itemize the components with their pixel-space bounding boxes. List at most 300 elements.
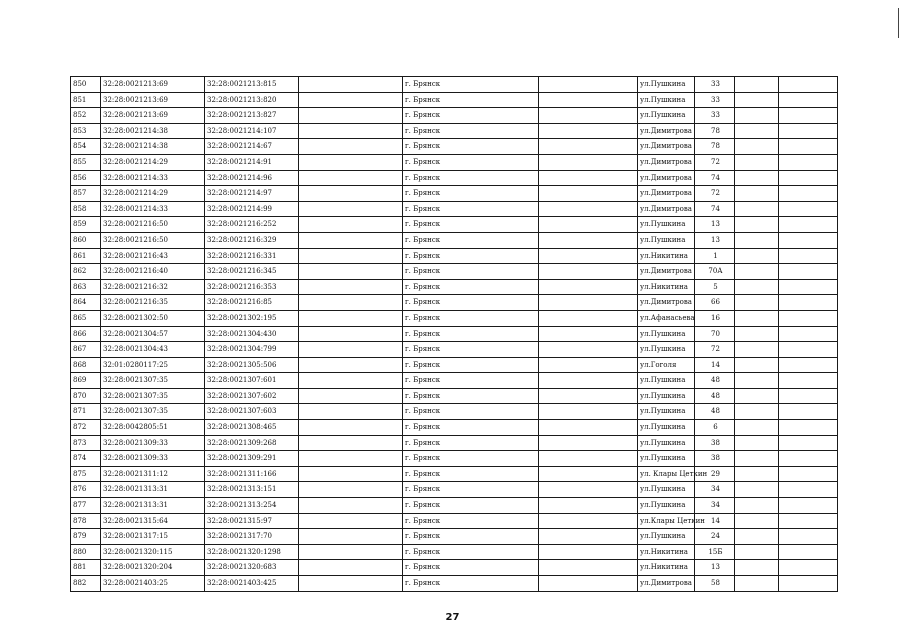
table-row xyxy=(71,154,838,170)
street-cell: ул.Пушкина xyxy=(638,404,695,420)
empty-cell xyxy=(539,388,638,404)
empty-cell xyxy=(539,279,638,295)
empty-cell xyxy=(779,170,838,186)
house-number-cell: 66 xyxy=(695,295,735,311)
street-cell: ул.Пушкина xyxy=(638,498,695,514)
object-cadastral-number-cell: 32:28:0021214:107 xyxy=(205,123,299,139)
empty-cell xyxy=(735,342,779,358)
house-number-cell: 33 xyxy=(695,77,735,93)
house-number-cell: 34 xyxy=(695,482,735,498)
street-cell: ул.Димитрова xyxy=(638,186,695,202)
property-register-table xyxy=(70,76,838,592)
empty-cell xyxy=(539,529,638,545)
street-cell: ул.Пушкина xyxy=(638,108,695,124)
city-cell: г. Брянск xyxy=(403,529,539,545)
empty-cell xyxy=(539,170,638,186)
empty-cell xyxy=(735,388,779,404)
row-number-cell: 870 xyxy=(71,388,101,404)
row-number-cell: 858 xyxy=(71,201,101,217)
empty-cell xyxy=(299,326,403,342)
table-row xyxy=(71,482,838,498)
street-cell: ул.Пушкина xyxy=(638,232,695,248)
city-cell: г. Брянск xyxy=(403,295,539,311)
city-cell: г. Брянск xyxy=(403,248,539,264)
empty-cell xyxy=(299,357,403,373)
object-cadastral-number-cell: 32:28:0021313:254 xyxy=(205,498,299,514)
parcel-cadastral-number-cell: 32:28:0021214:29 xyxy=(101,186,205,202)
empty-cell xyxy=(299,92,403,108)
object-cadastral-number-cell: 32:28:0021304:799 xyxy=(205,342,299,358)
city-cell: г. Брянск xyxy=(403,201,539,217)
empty-cell xyxy=(735,498,779,514)
empty-cell xyxy=(735,139,779,155)
parcel-cadastral-number-cell: 32:28:0021307:35 xyxy=(101,373,205,389)
house-number-cell: 72 xyxy=(695,186,735,202)
street-cell: ул.Никитина xyxy=(638,248,695,264)
empty-cell xyxy=(779,342,838,358)
table-row xyxy=(71,498,838,514)
object-cadastral-number-cell: 32:28:0021307:602 xyxy=(205,388,299,404)
table-row xyxy=(71,435,838,451)
object-cadastral-number-cell: 32:28:0021307:601 xyxy=(205,373,299,389)
empty-cell xyxy=(299,576,403,592)
house-number-cell: 48 xyxy=(695,404,735,420)
empty-cell xyxy=(779,264,838,280)
table-row xyxy=(71,201,838,217)
house-number-cell: 70А xyxy=(695,264,735,280)
row-number-cell: 861 xyxy=(71,248,101,264)
empty-cell xyxy=(539,108,638,124)
city-cell: г. Брянск xyxy=(403,310,539,326)
object-cadastral-number-cell: 32:28:0021308:465 xyxy=(205,420,299,436)
empty-cell xyxy=(539,139,638,155)
row-number-cell: 878 xyxy=(71,513,101,529)
empty-cell xyxy=(735,326,779,342)
city-cell: г. Брянск xyxy=(403,92,539,108)
empty-cell xyxy=(299,248,403,264)
empty-cell xyxy=(779,92,838,108)
parcel-cadastral-number-cell: 32:28:0021309:33 xyxy=(101,451,205,467)
city-cell: г. Брянск xyxy=(403,466,539,482)
empty-cell xyxy=(299,310,403,326)
empty-cell xyxy=(779,435,838,451)
empty-cell xyxy=(299,77,403,93)
empty-cell xyxy=(539,451,638,467)
parcel-cadastral-number-cell: 32:28:0021304:43 xyxy=(101,342,205,358)
table-row xyxy=(71,388,838,404)
row-number-cell: 853 xyxy=(71,123,101,139)
parcel-cadastral-number-cell: 32:28:0021216:40 xyxy=(101,264,205,280)
empty-cell xyxy=(299,482,403,498)
house-number-cell: 78 xyxy=(695,139,735,155)
row-number-cell: 873 xyxy=(71,435,101,451)
city-cell: г. Брянск xyxy=(403,435,539,451)
house-number-cell: 14 xyxy=(695,357,735,373)
parcel-cadastral-number-cell: 32:28:0021214:38 xyxy=(101,139,205,155)
empty-cell xyxy=(299,201,403,217)
house-number-cell: 33 xyxy=(695,92,735,108)
object-cadastral-number-cell: 32:28:0021302:195 xyxy=(205,310,299,326)
table-row xyxy=(71,232,838,248)
table-row xyxy=(71,248,838,264)
empty-cell xyxy=(779,576,838,592)
empty-cell xyxy=(735,544,779,560)
row-number-cell: 881 xyxy=(71,560,101,576)
street-cell: ул.Димитрова xyxy=(638,295,695,311)
empty-cell xyxy=(735,264,779,280)
empty-cell xyxy=(735,217,779,233)
empty-cell xyxy=(735,466,779,482)
empty-cell xyxy=(779,420,838,436)
object-cadastral-number-cell: 32:28:0021216:345 xyxy=(205,264,299,280)
parcel-cadastral-number-cell: 32:28:0021213:69 xyxy=(101,92,205,108)
empty-cell xyxy=(735,435,779,451)
empty-cell xyxy=(539,544,638,560)
street-cell: ул.Пушкина xyxy=(638,217,695,233)
empty-cell xyxy=(299,498,403,514)
empty-cell xyxy=(779,295,838,311)
parcel-cadastral-number-cell: 32:28:0021216:50 xyxy=(101,232,205,248)
empty-cell xyxy=(735,357,779,373)
city-cell: г. Брянск xyxy=(403,513,539,529)
parcel-cadastral-number-cell: 32:28:0021214:33 xyxy=(101,170,205,186)
table-row xyxy=(71,466,838,482)
empty-cell xyxy=(539,154,638,170)
empty-cell xyxy=(735,154,779,170)
city-cell: г. Брянск xyxy=(403,326,539,342)
empty-cell xyxy=(539,420,638,436)
city-cell: г. Брянск xyxy=(403,186,539,202)
empty-cell xyxy=(735,310,779,326)
object-cadastral-number-cell: 32:28:0021315:97 xyxy=(205,513,299,529)
empty-cell xyxy=(539,576,638,592)
parcel-cadastral-number-cell: 32:28:0021216:43 xyxy=(101,248,205,264)
empty-cell xyxy=(299,373,403,389)
empty-cell xyxy=(779,404,838,420)
street-cell: ул.Пушкина xyxy=(638,482,695,498)
table-row xyxy=(71,451,838,467)
street-cell: ул.Пушкина xyxy=(638,451,695,467)
row-number-cell: 859 xyxy=(71,217,101,233)
object-cadastral-number-cell: 32:28:0021216:353 xyxy=(205,279,299,295)
page-number: 27 xyxy=(445,612,460,623)
parcel-cadastral-number-cell: 32:28:0021216:35 xyxy=(101,295,205,311)
empty-cell xyxy=(779,326,838,342)
empty-cell xyxy=(299,466,403,482)
empty-cell xyxy=(539,186,638,202)
empty-cell xyxy=(779,108,838,124)
object-cadastral-number-cell: 32:28:0021216:331 xyxy=(205,248,299,264)
object-cadastral-number-cell: 32:28:0021214:97 xyxy=(205,186,299,202)
street-cell: ул.Никитина xyxy=(638,560,695,576)
object-cadastral-number-cell: 32:28:0021213:820 xyxy=(205,92,299,108)
city-cell: г. Брянск xyxy=(403,498,539,514)
table-row xyxy=(71,576,838,592)
table-row xyxy=(71,92,838,108)
city-cell: г. Брянск xyxy=(403,482,539,498)
house-number-cell: 48 xyxy=(695,373,735,389)
empty-cell xyxy=(779,529,838,545)
object-cadastral-number-cell: 32:28:0021214:91 xyxy=(205,154,299,170)
object-cadastral-number-cell: 32:28:0021307:603 xyxy=(205,404,299,420)
empty-cell xyxy=(779,248,838,264)
empty-cell xyxy=(539,232,638,248)
row-number-cell: 854 xyxy=(71,139,101,155)
table-row xyxy=(71,77,838,93)
empty-cell xyxy=(735,451,779,467)
empty-cell xyxy=(299,435,403,451)
empty-cell xyxy=(299,232,403,248)
city-cell: г. Брянск xyxy=(403,544,539,560)
house-number-cell: 38 xyxy=(695,435,735,451)
object-cadastral-number-cell: 32:28:0021311:166 xyxy=(205,466,299,482)
city-cell: г. Брянск xyxy=(403,388,539,404)
empty-cell xyxy=(299,513,403,529)
empty-cell xyxy=(735,373,779,389)
city-cell: г. Брянск xyxy=(403,560,539,576)
city-cell: г. Брянск xyxy=(403,108,539,124)
empty-cell xyxy=(299,544,403,560)
object-cadastral-number-cell: 32:28:0021214:99 xyxy=(205,201,299,217)
street-cell: ул.Пушкина xyxy=(638,92,695,108)
street-cell: ул.Пушкина xyxy=(638,326,695,342)
row-number-cell: 876 xyxy=(71,482,101,498)
object-cadastral-number-cell: 32:28:0021214:67 xyxy=(205,139,299,155)
empty-cell xyxy=(299,529,403,545)
empty-cell xyxy=(735,295,779,311)
parcel-cadastral-number-cell: 32:28:0021214:29 xyxy=(101,154,205,170)
empty-cell xyxy=(539,326,638,342)
empty-cell xyxy=(735,420,779,436)
street-cell: ул.Пушкина xyxy=(638,435,695,451)
row-number-cell: 851 xyxy=(71,92,101,108)
parcel-cadastral-number-cell: 32:28:0021320:115 xyxy=(101,544,205,560)
street-cell: ул.Димитрова xyxy=(638,170,695,186)
empty-cell xyxy=(779,560,838,576)
house-number-cell: 13 xyxy=(695,560,735,576)
object-cadastral-number-cell: 32:28:0021317:70 xyxy=(205,529,299,545)
empty-cell xyxy=(779,201,838,217)
empty-cell xyxy=(299,279,403,295)
row-number-cell: 880 xyxy=(71,544,101,560)
street-cell: ул.Пушкина xyxy=(638,388,695,404)
parcel-cadastral-number-cell: 32:28:0021313:31 xyxy=(101,498,205,514)
empty-cell xyxy=(779,232,838,248)
empty-cell xyxy=(735,232,779,248)
empty-cell xyxy=(299,264,403,280)
empty-cell xyxy=(779,451,838,467)
city-cell: г. Брянск xyxy=(403,232,539,248)
street-cell: ул.Димитрова xyxy=(638,264,695,280)
empty-cell xyxy=(539,357,638,373)
parcel-cadastral-number-cell: 32:28:0021302:50 xyxy=(101,310,205,326)
city-cell: г. Брянск xyxy=(403,217,539,233)
empty-cell xyxy=(779,139,838,155)
empty-cell xyxy=(539,373,638,389)
parcel-cadastral-number-cell: 32:28:0021216:32 xyxy=(101,279,205,295)
street-cell: ул.Никитина xyxy=(638,544,695,560)
row-number-cell: 866 xyxy=(71,326,101,342)
city-cell: г. Брянск xyxy=(403,139,539,155)
table-row xyxy=(71,217,838,233)
house-number-cell: 48 xyxy=(695,388,735,404)
empty-cell xyxy=(779,217,838,233)
city-cell: г. Брянск xyxy=(403,264,539,280)
object-cadastral-number-cell: 32:28:0021320:683 xyxy=(205,560,299,576)
empty-cell xyxy=(735,108,779,124)
city-cell: г. Брянск xyxy=(403,357,539,373)
scan-specks xyxy=(110,18,630,24)
row-number-cell: 875 xyxy=(71,466,101,482)
house-number-cell: 34 xyxy=(695,498,735,514)
empty-cell xyxy=(539,295,638,311)
empty-cell xyxy=(539,264,638,280)
empty-cell xyxy=(735,248,779,264)
empty-cell xyxy=(779,310,838,326)
empty-cell xyxy=(735,513,779,529)
parcel-cadastral-number-cell: 32:28:0021403:25 xyxy=(101,576,205,592)
empty-cell xyxy=(735,279,779,295)
parcel-cadastral-number-cell: 32:28:0021216:50 xyxy=(101,217,205,233)
parcel-cadastral-number-cell: 32:28:0021317:15 xyxy=(101,529,205,545)
empty-cell xyxy=(539,435,638,451)
house-number-cell: 1 xyxy=(695,248,735,264)
empty-cell xyxy=(779,154,838,170)
row-number-cell: 855 xyxy=(71,154,101,170)
empty-cell xyxy=(299,217,403,233)
empty-cell xyxy=(299,139,403,155)
empty-cell xyxy=(299,451,403,467)
city-cell: г. Брянск xyxy=(403,404,539,420)
table-row xyxy=(71,186,838,202)
empty-cell xyxy=(735,201,779,217)
empty-cell xyxy=(539,498,638,514)
house-number-cell: 58 xyxy=(695,576,735,592)
house-number-cell: 72 xyxy=(695,342,735,358)
street-cell: ул. Клары Цеткин xyxy=(638,466,695,482)
house-number-cell: 78 xyxy=(695,123,735,139)
row-number-cell: 852 xyxy=(71,108,101,124)
empty-cell xyxy=(779,466,838,482)
row-number-cell: 879 xyxy=(71,529,101,545)
empty-cell xyxy=(735,560,779,576)
table-row xyxy=(71,264,838,280)
empty-cell xyxy=(735,77,779,93)
table-row xyxy=(71,123,838,139)
empty-cell xyxy=(299,295,403,311)
row-number-cell: 877 xyxy=(71,498,101,514)
empty-cell xyxy=(779,388,838,404)
street-cell: ул.Гоголя xyxy=(638,357,695,373)
table-row xyxy=(71,529,838,545)
table-row xyxy=(71,404,838,420)
object-cadastral-number-cell: 32:28:0021304:430 xyxy=(205,326,299,342)
empty-cell xyxy=(779,123,838,139)
empty-cell xyxy=(735,123,779,139)
row-number-cell: 869 xyxy=(71,373,101,389)
row-number-cell: 863 xyxy=(71,279,101,295)
empty-cell xyxy=(299,108,403,124)
empty-cell xyxy=(539,466,638,482)
object-cadastral-number-cell: 32:28:0021214:96 xyxy=(205,170,299,186)
row-number-cell: 865 xyxy=(71,310,101,326)
house-number-cell: 13 xyxy=(695,232,735,248)
empty-cell xyxy=(299,154,403,170)
table-row xyxy=(71,310,838,326)
parcel-cadastral-number-cell: 32:28:0021214:38 xyxy=(101,123,205,139)
city-cell: г. Брянск xyxy=(403,420,539,436)
empty-cell xyxy=(539,482,638,498)
city-cell: г. Брянск xyxy=(403,576,539,592)
table-row xyxy=(71,295,838,311)
city-cell: г. Брянск xyxy=(403,170,539,186)
row-number-cell: 872 xyxy=(71,420,101,436)
table-row xyxy=(71,560,838,576)
empty-cell xyxy=(735,529,779,545)
house-number-cell: 72 xyxy=(695,154,735,170)
city-cell: г. Брянск xyxy=(403,123,539,139)
empty-cell xyxy=(779,373,838,389)
empty-cell xyxy=(779,498,838,514)
empty-cell xyxy=(779,544,838,560)
object-cadastral-number-cell: 32:28:0021309:291 xyxy=(205,451,299,467)
house-number-cell: 5 xyxy=(695,279,735,295)
house-number-cell: 6 xyxy=(695,420,735,436)
empty-cell xyxy=(539,513,638,529)
empty-cell xyxy=(539,201,638,217)
street-cell: ул.Димитрова xyxy=(638,576,695,592)
empty-cell xyxy=(735,576,779,592)
city-cell: г. Брянск xyxy=(403,154,539,170)
empty-cell xyxy=(299,342,403,358)
empty-cell xyxy=(735,186,779,202)
empty-cell xyxy=(779,482,838,498)
empty-cell xyxy=(299,388,403,404)
house-number-cell: 15Б xyxy=(695,544,735,560)
parcel-cadastral-number-cell: 32:28:0021304:57 xyxy=(101,326,205,342)
table-row xyxy=(71,170,838,186)
empty-cell xyxy=(539,217,638,233)
street-cell: ул.Димитрова xyxy=(638,201,695,217)
parcel-cadastral-number-cell: 32:28:0021311:12 xyxy=(101,466,205,482)
row-number-cell: 860 xyxy=(71,232,101,248)
table-row xyxy=(71,108,838,124)
house-number-cell: 29 xyxy=(695,466,735,482)
table-row xyxy=(71,357,838,373)
street-cell: ул.Димитрова xyxy=(638,139,695,155)
parcel-cadastral-number-cell: 32:28:0021214:33 xyxy=(101,201,205,217)
empty-cell xyxy=(539,342,638,358)
object-cadastral-number-cell: 32:28:0021309:268 xyxy=(205,435,299,451)
house-number-cell: 13 xyxy=(695,217,735,233)
empty-cell xyxy=(779,357,838,373)
street-cell: ул.Пушкина xyxy=(638,342,695,358)
empty-cell xyxy=(735,170,779,186)
parcel-cadastral-number-cell: 32:28:0021307:35 xyxy=(101,388,205,404)
street-cell: ул.Клары Цеткин xyxy=(638,513,695,529)
empty-cell xyxy=(299,186,403,202)
empty-cell xyxy=(779,279,838,295)
row-number-cell: 857 xyxy=(71,186,101,202)
empty-cell xyxy=(539,92,638,108)
object-cadastral-number-cell: 32:28:0021403:425 xyxy=(205,576,299,592)
object-cadastral-number-cell: 32:28:0021320:1298 xyxy=(205,544,299,560)
row-number-cell: 856 xyxy=(71,170,101,186)
row-number-cell: 874 xyxy=(71,451,101,467)
row-number-cell: 867 xyxy=(71,342,101,358)
empty-cell xyxy=(539,310,638,326)
street-cell: ул.Пушкина xyxy=(638,373,695,389)
